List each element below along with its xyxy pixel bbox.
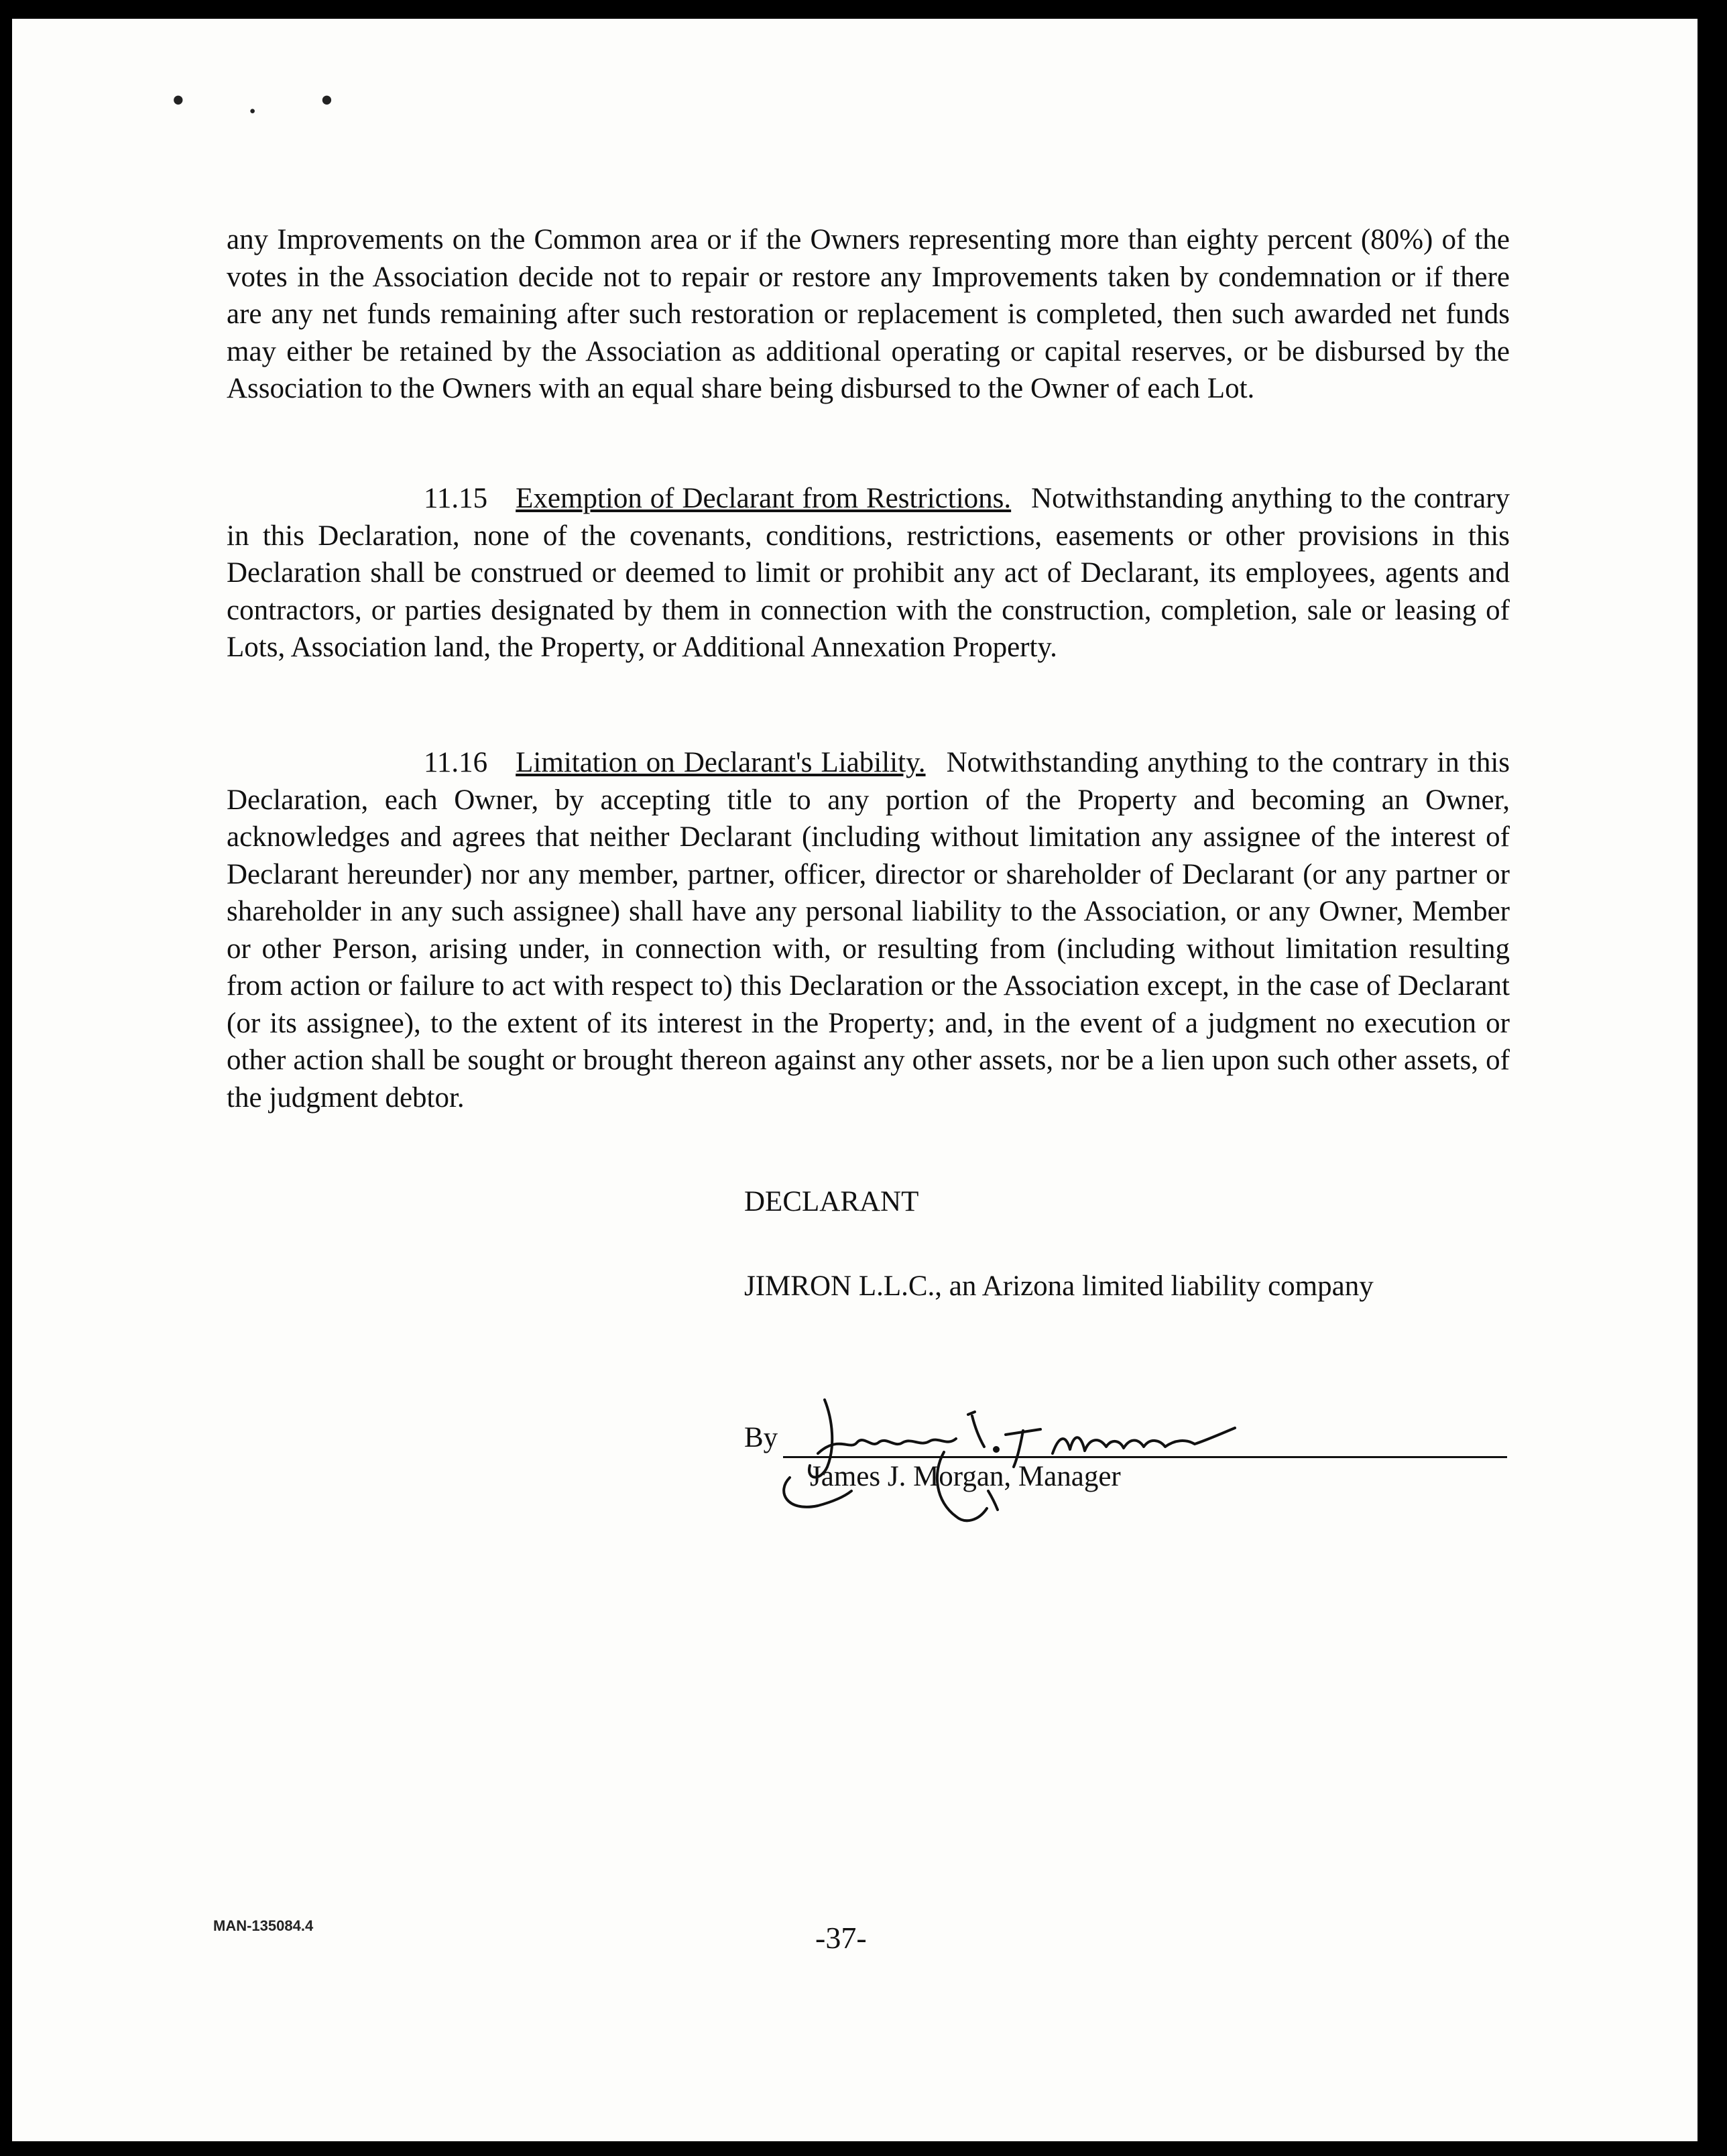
section-heading: Limitation on Declarant's Liability. [516, 747, 926, 778]
by-label: By [744, 1422, 778, 1453]
signer-name: James J. Morgan, Manager [810, 1461, 1121, 1492]
signature-block [744, 1373, 1512, 1547]
section-body: Notwithstanding anything to the contrary in this Declaration, each Owner, by accepting title to any portion of the Property and becoming an Owner, acknowledges and agrees that neither Declarant (including without limitation any assignee of the interest of Declarant hereunder) nor any member, partner, officer, director or shareholder of Declarant (or any partner or shareholder in any such assignee) shall have any personal liability to the Association, or any Owner, Member or other Person, arising under, in connection with, or resulting from (including without limitation resulting from action or failure to act with respect to) this Declaration or the Association except, in the case of Declarant (or its assignee), to the extent of its interest in the Property; and, in the event of a judgment no execution or other action shall be sought or brought thereon against any other assets, nor be a lien upon such other assets, of the judgment debtor. [227, 747, 1510, 1114]
declarant-label: DECLARANT [744, 1186, 919, 1217]
page-number: -37- [815, 1921, 867, 1955]
stray-marks: • . • [172, 80, 361, 121]
section-11-16 [227, 744, 1510, 1116]
section-heading: Exemption of Declarant from Restrictions. [516, 483, 1012, 514]
company-name: JIMRON L.L.C., an Arizona limited liability company [744, 1270, 1374, 1302]
section-body: Notwithstanding anything to the contrary in this Declaration, none of the covenants, conditions, restrictions, easements or other provisions in this Declaration shall be construed or deemed to limit or prohibit any act of Declarant, its employees, agents and contractors, or parties designated by them in connection with the construction, completion, sale or leasing of Lots, Association land, the Property, or Additional Annexation Property. [227, 483, 1510, 663]
document-code: MAN-135084.4 [213, 1917, 314, 1934]
paragraph-continuation: any Improvements on the Common area or if the Owners representing more than eighty percent (80%) of the votes in the Association decide not to repair or restore any Improvements taken by condemnation or if there are any net funds remaining after such restoration or replacement is completed, then such awarded net funds may either be retained by the Association as additional operating or capital reserves, or be disbursed by the Association to the Owners with an equal share being disbursed to the Owner of each Lot. [227, 224, 1510, 404]
section-11-15 [227, 480, 1510, 666]
section-number: 11.16 [424, 747, 488, 778]
document-page [12, 19, 1698, 2141]
section-number: 11.15 [424, 483, 488, 514]
